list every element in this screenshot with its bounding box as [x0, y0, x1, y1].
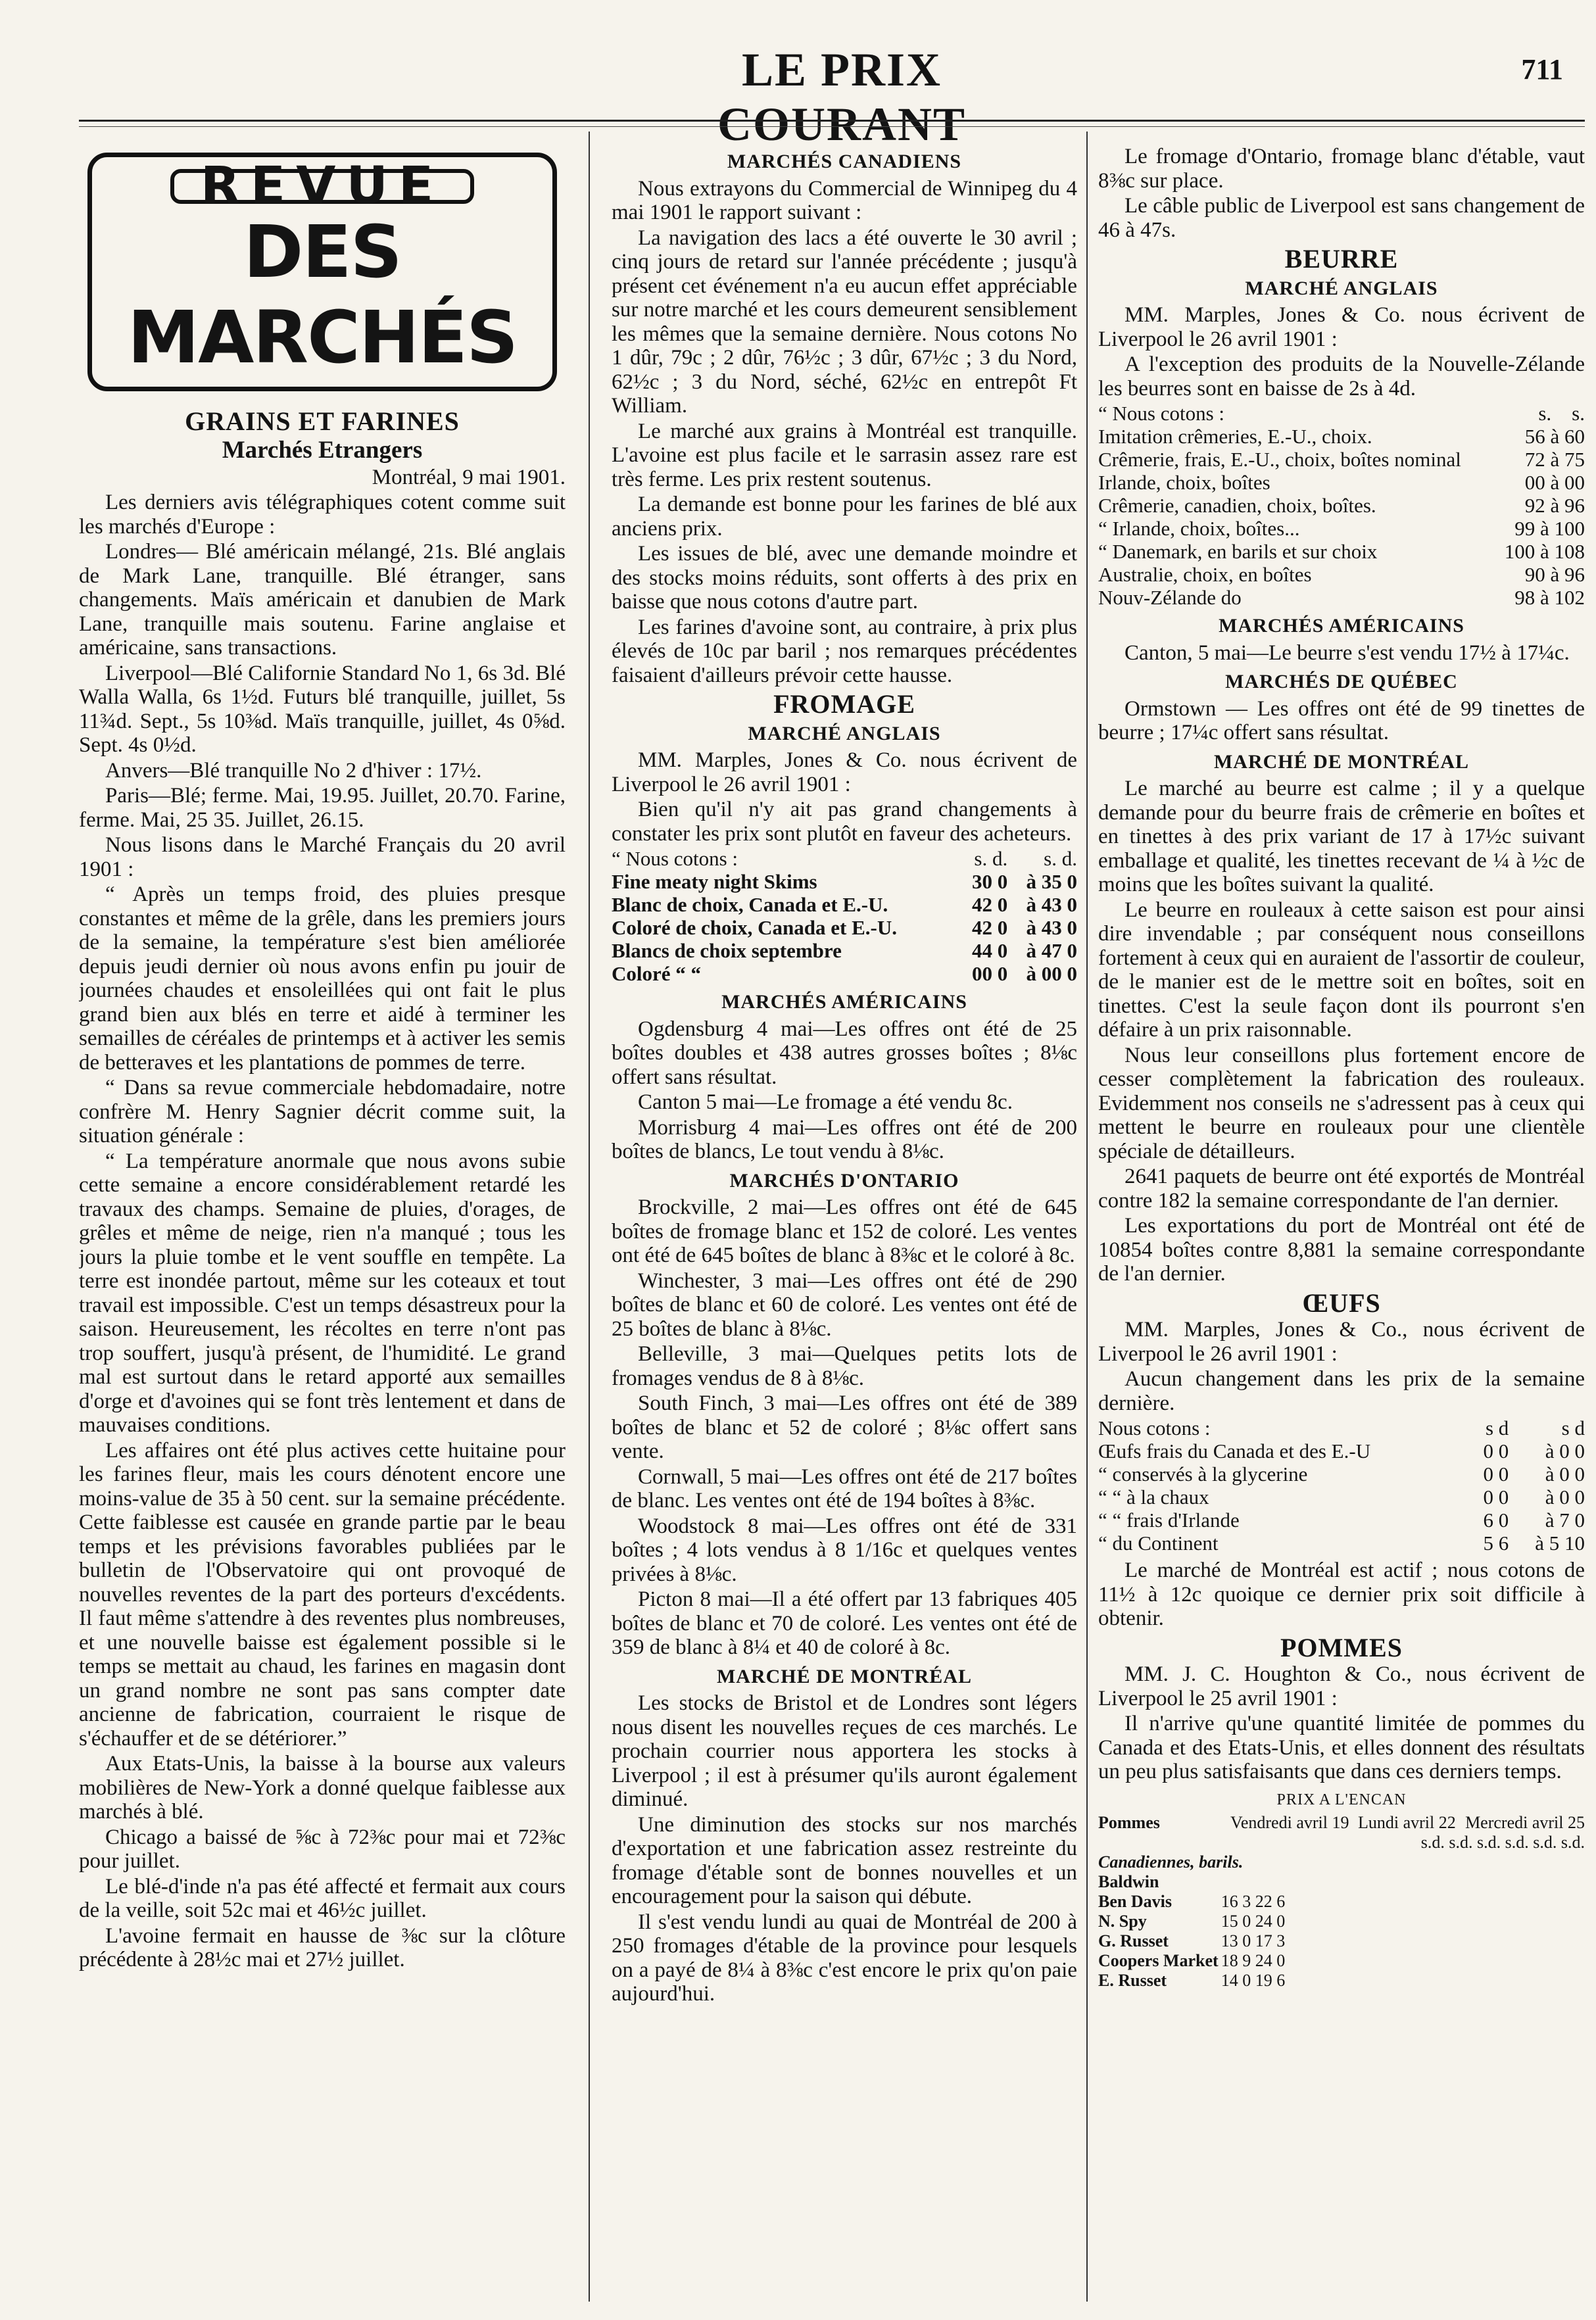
paragraph: Il s'est vendu lundi au quai de Montréal de 200 à 250 fromages d'étable de la province pour lesquels on a payé de 8¼ à 8⅜c c'est encore le prix qu'on paie aujourd'hui.: [612, 1910, 1077, 2006]
table-row: [1098, 1833, 1585, 1852]
table-row: [1098, 517, 1585, 540]
price-from: 44 0: [971, 939, 1008, 962]
price-to: à 7 0: [1545, 1509, 1585, 1532]
column-divider: [589, 132, 590, 2302]
paragraph: Les farines d'avoine sont, au contraire, à prix plus élevés de 10c par baril ; nos remarques précédentes faisaient d'ailleurs prévoir cette hausse.: [612, 615, 1077, 687]
price-to: à 0 0: [1545, 1486, 1585, 1509]
paragraph: Le blé-d'inde n'a pas été affecté et fermait aux cours de la veille, soit 52c mai et 46½c juillet.: [79, 1874, 566, 1922]
section-heading: FROMAGE: [773, 689, 915, 719]
paragraph: Les exportations du port de Montréal ont été de 10854 boîtes contre 8,881 la semaine correspondante de l'an dernier.: [1098, 1214, 1585, 1286]
apple-price-table: [1098, 1813, 1585, 1991]
row-label: Australie, choix, en boîtes: [1098, 563, 1312, 586]
table-row: [1098, 1912, 1585, 1931]
paragraph: Winchester, 3 mai—Les offres ont été de 290 boîtes de blanc et 60 de coloré. Les ventes ont été de 25 boîtes de blanc à 8⅛c.: [612, 1269, 1077, 1341]
price-from: 0 0: [1483, 1486, 1509, 1509]
paragraph: Cornwall, 5 mai—Les offres ont été de 217 boîtes de blanc. Les ventes ont été de 194 boîtes à 8⅜c.: [612, 1464, 1077, 1512]
row-label: Fine meaty night Skims: [612, 870, 817, 893]
header-rule: [79, 120, 1585, 122]
paragraph: Le beurre en rouleaux à cette saison est pour ainsi dire invendable ; par conséquent nous conseillons fortement à ceux qui en auraient de l'assortir de couleur, de le manier est de le mettre soit en boîtes, soit en tinettes. C'est la seule façon dont ils pourront s'en défaire à un prix raisonnable.: [1098, 898, 1585, 1042]
section-heading: BEURRE: [1284, 244, 1399, 274]
price: 90 à 96: [1524, 563, 1585, 586]
row-label: Nouv-Zélande do: [1098, 586, 1242, 609]
paragraph: Les derniers avis télégraphiques cotent comme suit les marchés d'Europe :: [79, 491, 566, 539]
table-row: [1098, 1509, 1585, 1532]
revue-des-marches-logo: [87, 153, 557, 391]
section-heading: POMMES: [1280, 1632, 1403, 1662]
paragraph: La navigation des lacs a été ouverte le 30 avril ; cinq jours de retard sur l'année précédente ; jusqu'à présent cet événement n'a eu aucun effet appréciable sur notre marché et les cours demeurent sensiblement les mêmes que la semaine dernière. Nous cotons No 1 dûr, 79c ; 2 dûr, 76½c ; 3 dûr, 67½c ; 3 du Nord, 62½c ; 3 du Nord, séché, 62½c en entrepôt Ft William.: [612, 226, 1077, 418]
price-to: à 43 0: [1026, 893, 1077, 916]
paragraph: Picton 8 mai—Il a été offert par 13 fabriques 405 boîtes de blanc et 70 de coloré. Les ventes ont été de 359 de blanc à 8¼ et 40 de coloré à 8c.: [612, 1587, 1077, 1659]
unit-label: s.d. s.d. s.d. s.d. s.d. s.d.: [1420, 1833, 1585, 1852]
subsection-heading: MARCHÉS DE QUÉBEC: [1225, 671, 1458, 692]
table-row: [1098, 425, 1585, 448]
paragraph: Londres— Blé américain mélangé, 21s. Blé anglais de Mark Lane, tranquille. Blé étranger, sans changements. Maïs américain et danubien de Mark Lane, tranquille mais soutenu. Farine anglaise et américaine, sans transactions.: [79, 540, 566, 660]
paragraph: Les issues de blé, avec une demande moindre et des stocks moins réduits, sont offerts à des prix en baisse que nous cotons d'autre part.: [612, 542, 1077, 614]
unit-to: s.: [1572, 402, 1585, 425]
table-row: [1098, 1971, 1585, 1991]
price: 16 3 22 6: [1221, 1892, 1286, 1911]
row-label: “ “ à la chaux: [1098, 1486, 1209, 1509]
price: 92 à 96: [1524, 494, 1585, 517]
row-label: N. Spy: [1098, 1912, 1147, 1931]
paragraph: Le marché de Montréal est actif ; nous cotons de 11½ à 12c quoique ce dernier prix soit difficile à obtenir.: [1098, 1559, 1585, 1630]
price: 56 à 60: [1524, 425, 1585, 448]
table-row: [1098, 1892, 1585, 1912]
dateline: Montréal, 9 mai 1901.: [372, 465, 566, 489]
table-row: [612, 939, 1077, 962]
price-from: 6 0: [1483, 1509, 1509, 1532]
paragraph: Canton 5 mai—Le fromage a été vendu 8c.: [638, 1090, 1013, 1114]
paragraph: Morrisburg 4 mai—Les offres ont été de 200 boîtes de blancs, Le tout vendu à 8⅛c.: [612, 1115, 1077, 1163]
subsection-heading: MARCHÉS D'ONTARIO: [729, 1169, 959, 1192]
price-to: à 00 0: [1026, 962, 1077, 985]
row-label: “ du Continent: [1098, 1532, 1219, 1555]
row-label: Irlande, choix, boîtes: [1098, 471, 1270, 494]
row-label: Coopers Market: [1098, 1951, 1219, 1970]
table-row: [1098, 471, 1585, 494]
price-to: à 0 0: [1545, 1439, 1585, 1462]
table-header-label: Nous cotons :: [1098, 1416, 1211, 1439]
paragraph: Brockville, 2 mai—Les offres ont été de 645 boîtes de fromage blanc et 152 de coloré. Les ventes ont été de 645 boîtes de blanc à 8⅜c et le coloré à 8c.: [612, 1196, 1077, 1267]
row-label: “ Danemark, en barils et sur choix: [1098, 540, 1378, 563]
section-heading: MARCHÉS CANADIENS: [727, 151, 962, 172]
table-row: [1098, 1532, 1585, 1555]
price-from: 5 6: [1483, 1532, 1509, 1555]
table-row: [1098, 563, 1585, 586]
table-row: [612, 916, 1077, 939]
price: 99 à 100: [1514, 517, 1585, 540]
price: 100 à 108: [1504, 540, 1585, 563]
row-label: “ conservés à la glycerine: [1098, 1462, 1308, 1486]
table-row: [1098, 1486, 1585, 1509]
row-label: Blanc de choix, Canada et E.-U.: [612, 893, 888, 916]
price-to: à 47 0: [1026, 939, 1077, 962]
row-label: Imitation crêmeries, E.-U., choix.: [1098, 425, 1372, 448]
column-header: Pommes: [1098, 1813, 1160, 1832]
butter-price-table: [1098, 402, 1585, 609]
logo-line-2: DES MARCHÉS: [127, 209, 518, 379]
row-label: Coloré “ “: [612, 962, 702, 985]
paragraph: Nous leur conseillons plus fortement encore de cesser complètement la fabrication des rouleaux. Evidemment nos conseils ne s'adressent pas à ceux qui mettent le beurre en rouleaux pour une clientèle spéciale de détailleurs.: [1098, 1043, 1585, 1163]
paragraph: Aux Etats-Unis, la baisse à la bourse aux valeurs mobilières de New-York a donné quelque faiblesse aux marchés à blé.: [79, 1752, 566, 1824]
paragraph: Belleville, 3 mai—Quelques petits lots de fromages vendus de 8 à 8⅛c.: [612, 1342, 1077, 1390]
price-from: 42 0: [971, 893, 1008, 916]
column-2: [612, 145, 1077, 2295]
price-to: à 43 0: [1026, 916, 1077, 939]
price: 15 0 24 0: [1221, 1912, 1286, 1931]
table-row: [1098, 586, 1585, 609]
price-from: 0 0: [1483, 1439, 1509, 1462]
paragraph: Il n'arrive qu'une quantité limitée de pommes du Canada et des Etats-Unis, et elles donnent des résultats un peu plus satisfaisants que dans ces derniers temps.: [1098, 1712, 1585, 1783]
paragraph: Une diminution des stocks sur nos marchés d'exportation et une fabrication assez restreinte du fromage d'étable sont de bonnes nouvelles et un encouragement pour la saison qui débute.: [612, 1812, 1077, 1908]
auction-heading: PRIX A L'ENCAN: [1276, 1791, 1407, 1808]
paragraph: Les affaires ont été plus actives cette huitaine pour les farines fleur, mais les cours dénotent encore une moins-value de 35 à 50 cent. sur la semaine précédente. Cette faiblesse est causée en grande partie par le beau temps et les prévisions favorables publiées par le bulletin de l'Observatoire qui ont provoqué de nouvelles reventes de la part des porteurs d'excédents. Il faut même s'attendre à des reventes plus nombreuses, et une nouvelle baisse est également possible si le temps se mettait au chaud, les farines en magasin dont un grand nombre ne sont pas sans compter date ancienne de fabrication, courraient le risque de s'échauffer et de se détériorer.”: [79, 1438, 566, 1751]
paragraph: MM. Marples, Jones & Co., nous écrivent de Liverpool le 26 avril 1901 :: [1098, 1318, 1585, 1366]
journal-title: LE PRIX COURANT: [717, 43, 966, 151]
paragraph: Le marché au beurre est calme ; il y a quelque demande pour du beurre frais de crêmerie en boîtes et en tinettes à des prix variant de 17 à 17½c suivant emballage et qualité, les tinettes recevant de ¼ à ½c de moins que les boîtes suivant la qualité.: [1098, 777, 1585, 896]
row-label: Ben Davis: [1098, 1892, 1172, 1911]
paragraph: Nous lisons dans le Marché Français du 20 avril 1901 :: [79, 833, 566, 881]
paragraph: Aucun changement dans les prix de la semaine dernière.: [1098, 1367, 1585, 1415]
paragraph: Le marché aux grains à Montréal est tranquille. L'avoine est plus facile et le sarrasin assez rare est très ferme. Les prix restent soutenus.: [612, 419, 1077, 491]
paragraph: Le fromage d'Ontario, fromage blanc d'étable, vaut 8⅜c sur place.: [1098, 145, 1585, 193]
column-1: [79, 145, 566, 2295]
unit-label: s. d.: [1044, 847, 1077, 870]
price: 14 0 19 6: [1221, 1971, 1286, 1990]
table-header-label: “ Nous cotons :: [1098, 402, 1225, 425]
price: 18 9 24 0: [1221, 1951, 1286, 1970]
price: 98 à 102: [1514, 586, 1585, 609]
paragraph: Ormstown — Les offres ont été de 99 tinettes de beurre ; 17¼c offert sans résultat.: [1098, 696, 1585, 744]
subsection-heading: MARCHÉ ANGLAIS: [1245, 277, 1438, 299]
section-heading: GRAINS ET FARINES: [185, 406, 460, 436]
paragraph: MM. Marples, Jones & Co. nous écrivent de Liverpool le 26 avril 1901 :: [612, 748, 1077, 796]
paragraph: L'avoine fermait en hausse de ⅜c sur la clôture précédente à 28½c mai et 27½ juillet.: [79, 1923, 566, 1971]
price-to: à 35 0: [1026, 870, 1077, 893]
table-row: [1098, 1931, 1585, 1951]
price-from: 30 0: [971, 870, 1008, 893]
subsection-heading: MARCHÉS AMÉRICAINS: [1219, 615, 1464, 637]
row-label: Blancs de choix septembre: [612, 939, 842, 962]
paragraph: 2641 paquets de beurre ont été exportés de Montréal contre 182 la semaine correspondante de l'an dernier.: [1098, 1165, 1585, 1213]
table-header-row: [1098, 1416, 1585, 1439]
column-header: Mercredi avril 25: [1465, 1813, 1585, 1832]
column-3: [1098, 145, 1585, 2295]
table-row: [1098, 1951, 1585, 1971]
paragraph: A l'exception des produits de la Nouvelle-Zélande les beurres sont en baisse de 2s à 4d.: [1098, 352, 1585, 400]
table-row: [612, 870, 1077, 893]
column-header: Lundi avril 22: [1358, 1813, 1456, 1832]
section-heading: ŒUFS: [1302, 1288, 1381, 1318]
price: [1221, 1872, 1585, 1892]
price: 13 0 17 3: [1221, 1931, 1286, 1950]
unit-label: s d: [1561, 1416, 1585, 1439]
price-from: 00 0: [971, 962, 1008, 985]
paragraph: Ogdensburg 4 mai—Les offres ont été de 25 boîtes doubles et 438 autres grosses boîtes ; 8⅛c offert sans résultat.: [612, 1017, 1077, 1089]
row-label: Crêmerie, canadien, choix, boîtes.: [1098, 494, 1376, 517]
paragraph: Bien qu'il n'y ait pas grand changements à constater les prix sont plutôt en faveur des acheteurs.: [612, 798, 1077, 846]
masthead: [0, 36, 1596, 151]
paragraph: “ Dans sa revue commerciale hebdomadaire, notre confrère M. Henry Sagnier décrit comme suit, la situation générale :: [79, 1076, 566, 1148]
table-header-row: [612, 847, 1077, 870]
paragraph: Liverpool—Blé Californie Standard No 1, 6s 3d. Blé Walla Walla, 6s 1½d. Futurs blé tranquille, juillet, 5s 11¾d. Sept., 5s 10⅜d. Maïs tranquille, juillet, 4s 0⅝d. Sept. 4s 0½d.: [79, 661, 566, 757]
section-label: Canadiennes, barils.: [1098, 1852, 1244, 1872]
column-header: Vendredi avril 19: [1230, 1813, 1349, 1832]
unit-label: s. d.: [974, 847, 1008, 870]
table-header-row: [1098, 1813, 1585, 1833]
page-number: 711: [1521, 53, 1563, 85]
table-row: [1098, 1852, 1585, 1872]
table-row: [612, 893, 1077, 916]
table-row: [1098, 1462, 1585, 1486]
price: 72 à 75: [1524, 448, 1585, 471]
paragraph: “ La température anormale que nous avons subie cette semaine a encore considérablement retardé les travaux des champs. Semaine de pluies, d'orages, de grêles et même de neige, rien n'a manqué ; tous les jours la pluie tombe et le vent souffle en tempête. La terre est inondée partout, même sur les coteaux et tout travail est impossible. C'est un temps désastreux pour la saison. Heureusement, les récoltes en terre n'ont pas trop souffert, jusqu'à présent, de l'humidité. Le grand mal est surtout dans le retard apporté aux semailles d'orge et d'avoines qui se font très lentement et dans de mauvaises conditions.: [79, 1149, 566, 1437]
subsection-heading: MARCHÉ DE MONTRÉAL: [1213, 750, 1469, 773]
paragraph: South Finch, 3 mai—Les offres ont été de 389 boîtes de blanc et 52 de coloré ; 8⅛c offert sans vente.: [612, 1391, 1077, 1463]
row-label: Œufs frais du Canada et des E.-U: [1098, 1439, 1371, 1462]
table-row: [1098, 448, 1585, 471]
subsection-heading: MARCHÉS AMÉRICAINS: [721, 991, 967, 1013]
row-label: “ “ frais d'Irlande: [1098, 1509, 1240, 1532]
paragraph: Woodstock 8 mai—Les offres ont été de 331 boîtes ; 4 lots vendus à 8 1/16c et quelques ventes privées à 8⅛c.: [612, 1514, 1077, 1586]
paragraph: Les stocks de Bristol et de Londres sont légers nous disent les nouvelles reçues de ces marchés. Le prochain courrier nous apportera les stocks à Liverpool ; il est à présumer qu'ils auront également diminué.: [612, 1691, 1077, 1811]
paragraph: Anvers—Blé tranquille No 2 d'hiver : 17½.: [105, 758, 482, 783]
header-rule-thin: [79, 126, 1585, 127]
row-label: Baldwin: [1098, 1872, 1159, 1891]
price-to: à 5 10: [1535, 1532, 1585, 1555]
row-label: E. Russet: [1098, 1971, 1167, 1990]
egg-price-table: [1098, 1416, 1585, 1555]
paragraph: “ Après un temps froid, des pluies presque constantes et même de la grêle, dans les premiers jours de la semaine, la température s'est bien améliorée depuis jeudi dernier où nous avons enfin pu jouir de journées chaudes et ensoleillées qui ont fait le plus grand bien aux blés en terre et aidé à terminer les semailles de céréales de printemps et à activer les semis de betteraves et les plantations de pommes de terre.: [79, 882, 566, 1075]
row-label: Coloré de choix, Canada et E.-U.: [612, 916, 897, 939]
paragraph: Nous extrayons du Commercial de Winnipeg du 4 mai 1901 le rapport suivant :: [612, 176, 1077, 224]
paragraph: Le câble public de Liverpool est sans changement de 46 à 47s.: [1098, 194, 1585, 242]
paragraph: La demande est bonne pour les farines de blé aux anciens prix.: [612, 493, 1077, 541]
price: 00 à 00: [1524, 471, 1585, 494]
table-header-row: [1098, 402, 1585, 425]
unit-label: s d: [1485, 1416, 1509, 1439]
row-label: Crêmerie, frais, E.-U., choix, boîtes nominal: [1098, 448, 1461, 471]
logo-line-1: REVUE: [170, 169, 474, 204]
price-from: 42 0: [971, 916, 1008, 939]
table-header-label: “ Nous cotons :: [612, 847, 738, 870]
table-row: [612, 962, 1077, 985]
table-row: [1098, 1439, 1585, 1462]
row-label: G. Russet: [1098, 1931, 1169, 1950]
price-to: à 0 0: [1545, 1462, 1585, 1486]
subsection-heading: MARCHÉ DE MONTRÉAL: [716, 1665, 972, 1687]
table-row: [1098, 494, 1585, 517]
subsection-heading: Marchés Etrangers: [222, 437, 423, 464]
table-row: [1098, 1872, 1585, 1892]
cheese-price-table: [612, 847, 1077, 985]
price-from: 0 0: [1483, 1462, 1509, 1486]
unit-from: s.: [1538, 402, 1552, 425]
paragraph: Paris—Blé; ferme. Mai, 19.95. Juillet, 20.70. Farine, ferme. Mai, 25 35. Juillet, 26.15.: [79, 784, 566, 832]
paragraph: MM. J. C. Houghton & Co., nous écrivent de Liverpool le 25 avril 1901 :: [1098, 1662, 1585, 1710]
paragraph: Chicago a baissé de ⅝c à 72⅜c pour mai et 72⅜c pour juillet.: [79, 1825, 566, 1873]
table-row: [1098, 540, 1585, 563]
paragraph: Canton, 5 mai—Le beurre s'est vendu 17½ à 17¼c.: [1124, 640, 1570, 665]
unit-label: [1491, 402, 1585, 425]
subsection-heading: MARCHÉ ANGLAIS: [748, 722, 941, 744]
column-divider: [1086, 132, 1088, 2302]
paragraph: MM. Marples, Jones & Co. nous écrivent de Liverpool le 26 avril 1901 :: [1098, 303, 1585, 351]
row-label: “ Irlande, choix, boîtes...: [1098, 517, 1300, 540]
